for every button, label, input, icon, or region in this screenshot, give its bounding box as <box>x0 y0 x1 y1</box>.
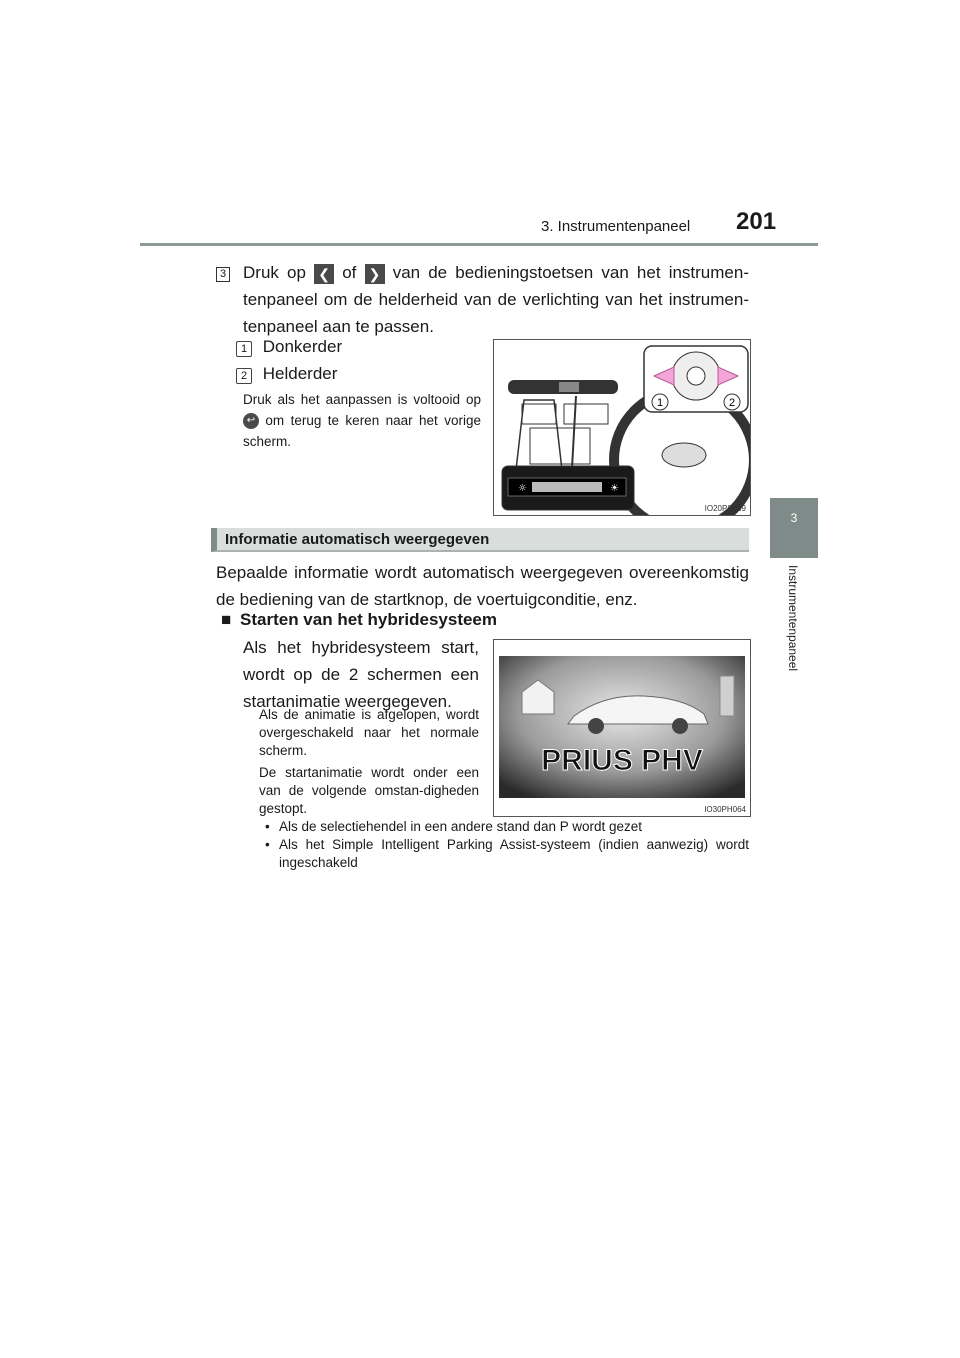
prius-phv-logo: PRIUS PHV <box>541 744 703 777</box>
chapter-label <box>784 565 804 705</box>
section-intro: Bepaalde informatie wordt automatisch weergegeven overeenkomstig de bediening van de startknop, de voertuigconditie, enz. <box>216 563 749 609</box>
item-marker: 2 <box>236 368 252 384</box>
list-item <box>236 360 337 387</box>
back-icon: ↩ <box>243 413 259 429</box>
list-item <box>265 836 749 872</box>
item-marker: 1 <box>236 341 252 357</box>
bullet-text: Als het Simple Intelligent Parking Assist-systeem (indien aanwezig) wordt ingeschakeld <box>279 837 749 870</box>
step-text-part3: van de bedieningstoetsen van het instrumen-tenpaneel om de helderheid van de verlichting van het instrumen-tenpaneel aan te passen. <box>243 263 749 336</box>
section-body: Als het hybridesysteem start, wordt op de 2 schermen een startanimatie weergegeven. <box>243 638 479 711</box>
startup-figure <box>493 639 751 817</box>
step-text-part2: of <box>342 263 357 282</box>
startup-animation-illustration <box>494 640 750 816</box>
section-title: 3. Instrumentenpaneel <box>541 218 691 235</box>
page-number: 201 <box>736 208 777 235</box>
figure-caption: IO30PH064 <box>704 805 746 814</box>
figure-caption: IO20PS009 <box>704 504 746 513</box>
bullet-text: Als de selectiehendel in een andere stand dan P wordt gezet <box>279 819 643 834</box>
subheading-text: Starten van het hybridesysteem <box>240 610 497 629</box>
figure-label: 1 <box>656 397 664 409</box>
chevron-left-icon: ❮ <box>314 264 334 284</box>
item-label: Donkerder <box>262 337 343 356</box>
step-note <box>243 389 481 452</box>
item-label: Helderder <box>262 364 338 383</box>
chapter-label-text: Instrumentenpaneel <box>786 565 800 672</box>
header-rule <box>140 243 818 246</box>
step-marker <box>216 264 230 282</box>
list-item <box>265 818 749 836</box>
svg-text:☀: ☀ <box>610 483 619 494</box>
bullet-dot: • <box>265 819 270 834</box>
step-text-part1: Druk op <box>243 263 306 282</box>
dashboard-illustration <box>494 340 750 515</box>
list-item <box>236 333 342 360</box>
step-text <box>243 259 749 340</box>
section-banner: Informatie automatisch weergegeven <box>211 528 749 552</box>
subheading <box>221 606 497 633</box>
step-number: 3 <box>216 267 230 282</box>
chevron-right-icon: ❯ <box>365 264 385 284</box>
square-bullet-icon: ■ <box>221 610 232 629</box>
svg-text:☼: ☼ <box>518 483 527 494</box>
bullet-list <box>265 818 749 872</box>
bullet-dot: • <box>265 837 270 852</box>
dashboard-figure <box>493 339 751 516</box>
note-part1: Druk als het aanpassen is voltooid op <box>243 392 481 407</box>
section-note-1: Als de animatie is afgelopen, wordt overgeschakeld naar het normale scherm. <box>259 707 479 758</box>
chapter-tab: 3 <box>770 498 818 558</box>
note-part2: om terug te keren naar het vorige scherm. <box>243 413 481 449</box>
section-note-2: De startanimatie wordt onder een van de volgende omstan-digheden gestopt. <box>259 765 479 816</box>
figure-label: 2 <box>728 397 736 409</box>
